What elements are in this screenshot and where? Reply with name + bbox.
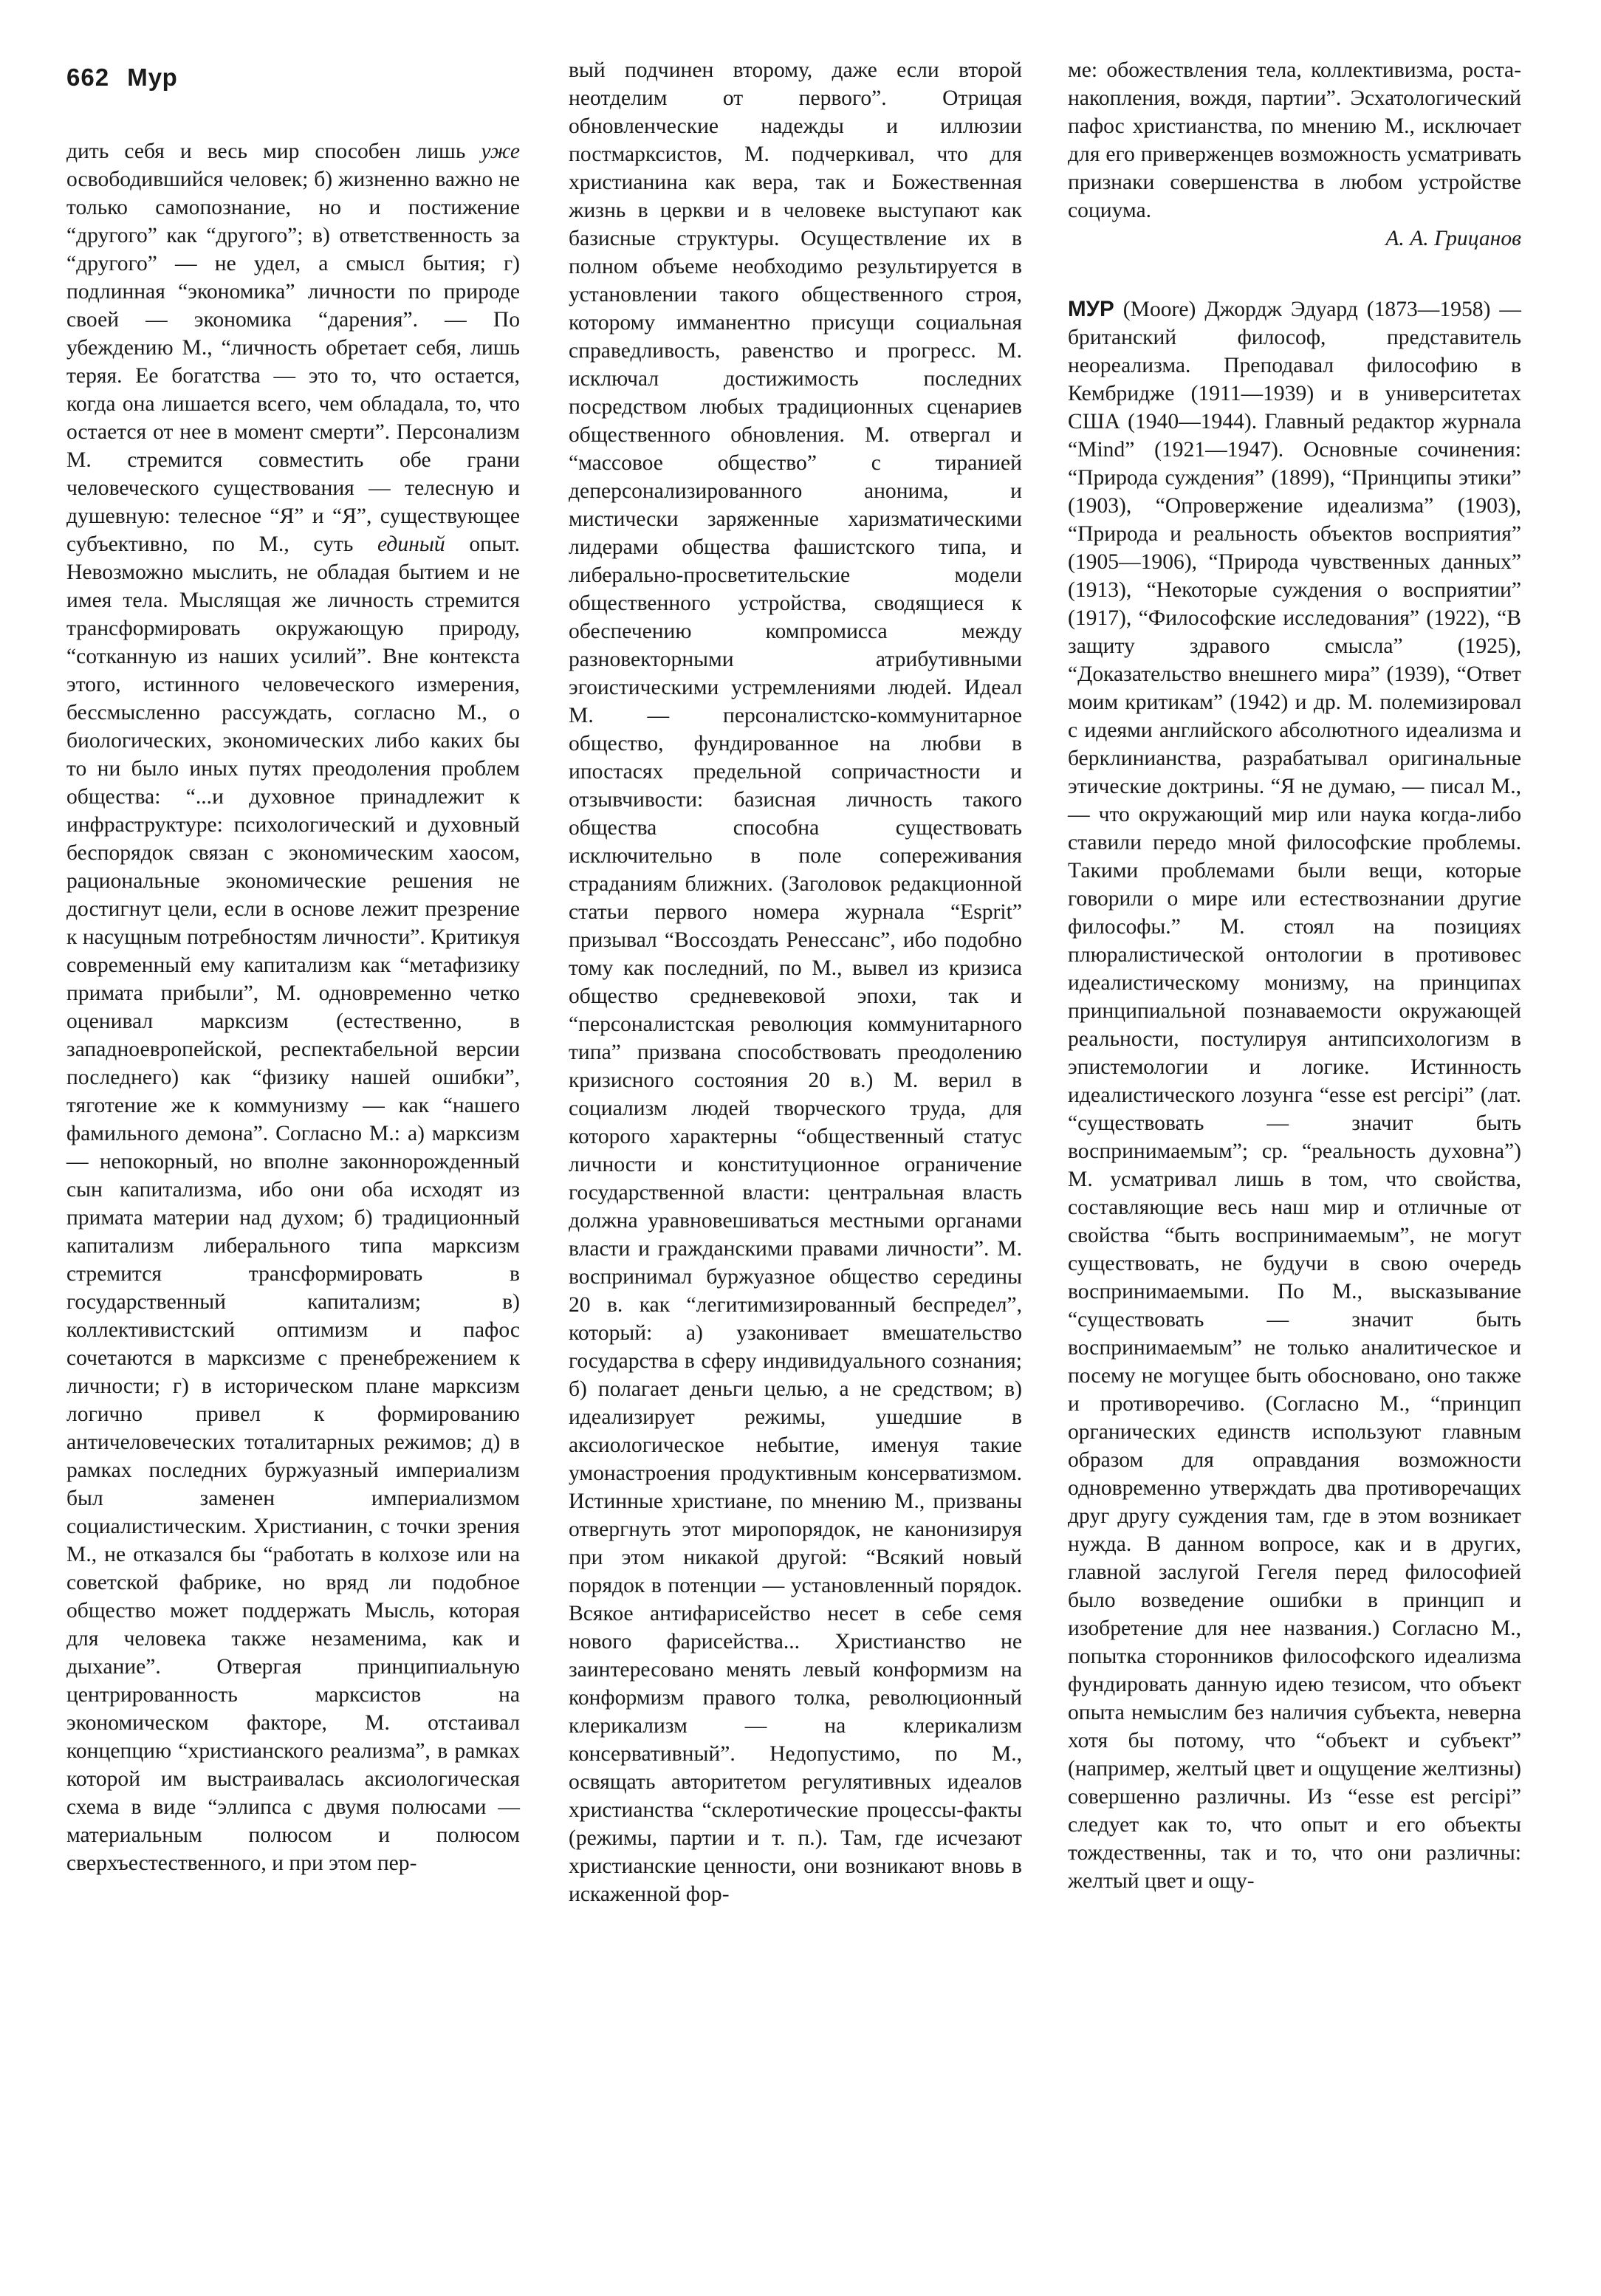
entry-headword: МУР (1068, 297, 1114, 321)
emphasis-text: уже (481, 140, 520, 163)
body-text: освободившийся человек; б) жизненно важно не только самопознание, но и постижение “другого” как “другого”; в) ответственность за “другого” — не удел, а смысл бытия; г) подлинная “экономика” личности по природе своей — экономика “дарения”. — По убеждению М., “личность обретает себя, лишь теряя. Ее богатства — это то, что остается, когда она лишается всего, чем обладала, то, что остается от нее в момент смерти”. Персонализм М. стремится совместить обе грани человеческого существования — телесную и душевную: телесное “Я” и “Я”, существующее субъективно, по М., суть (66, 168, 520, 556)
body-paragraph (66, 137, 520, 1877)
body-text: опыт. Невозможно мыслить, не обладая бытием и не имея тела. Мыслящая же личность стремится трансформировать окружающую природу, “сотканную из наших усилий”. Вне контекста этого, истинного человеческого измерения, бессмысленно рассуждать, согласно М., о биологических, экономических либо каких бы то ни было иных путях преодоления проблем общества: “...и духовное принадлежит к инфраструктуре: психологический и духовный беспорядок связан с экономическим хаосом, рациональные экономические решения не достигнут цели, если в основе лежит презрение к насущным потребностям личности”. Критикуя современный ему капитализм как “метафизику примата прибыли”, М. одновременно четко оценивал марксизм (естественно, в западноевропейской, респектабельной версии последнего) как “физику нашей ошибки”, тяготение же к коммунизму — как “нашего фамильного демона”. Согласно М.: а) марксизм — непокорный, но вполне законнорожденный сын капитализма, ибо они оба исходят из примата материи над духом; б) традиционный капитализм либерального типа марксизм стремится трансформировать в государственный капитализм; в) коллективистский оптимизм и пафос сочетаются в марксизме с пренебрежением к личности; г) в историческом плане марксизм логично привел к формированию античеловеческих тоталитарных режимов; д) в рамках последних буржуазный империализм был заменен империализмом социалистическим. Христианин, с точки зрения М., не отказался бы “работать в колхозе или на советской фабрике, но вряд ли подобное общество может поддержать Мысль, которая для человека также незаменима, как и дыхание”. Отвергая принципиальную центрированность марксистов на экономическом факторе, М. отстаивал концепцию “христианского реализма”, в рамках которой им выстраивалась аксиологическая схема в виде “эллипса с двумя полюсами — материальным полюсом и полюсом сверхъестественного, и при этом пер- (66, 532, 520, 1875)
entry-body: (Moore) Джордж Эдуард (1873—1958) — британский философ, представитель неореализма. Преподавал философию в Кембридже (1911—1939) и в университетах США (1940—1944). Главный редактор журнала “Mind” (1921—1947). Основные сочинения: “Природа суждения” (1899), “Принципы этики” (1903), “Опровержение идеализма” (1903), “Природа и реальность объектов восприятия” (1905—1906), “Природа чувственных данных” (1913), “Некоторые суждения о восприятии” (1917), “Философские исследования” (1922), “В защиту здравого смысла” (1925), “Доказательство внешнего мира” (1939), “Ответ моим критикам” (1942) и др. М. полемизировал с идеями английского абсолютного идеализма и берклинианства, разрабатывал оригинальные этические доктрины. “Я не думаю, — писал М., — что окружающий мир или наука когда-либо ставили передо мной философские проблемы. Такими проблемами были вещи, которые говорили о мире или естествознании другие философы.” М. стоял на позициях плюралистической онтологии в противовес идеалистическому монизму, на принципах принципиальной познаваемости окружающей реальности, постулируя антипсихологизм в эпистемологии и логике. Истинность идеалистического лозунга “esse est percipi” (лат. “существовать — значит быть воспринимаемым”; ср. “реальность духовна”) М. усматривал лишь в том, что свойства, составляющие весь наш мир и отличные от свойства “быть воспринимаемым”, не могут существовать, не будучи в свою очередь воспринимаемыми. По М., высказывание “существовать — значит быть воспринимаемым” не только аналитическое и посему не могущее быть обосновано, оно также и противоречиво. (Согласно М., “принцип органических единств используют главным образом для оправдания возможности одновременно утверждать два противоречащих друг другу суждения там, где в этом возникает нужда. В данном вопросе, как и в других, главной заслугой Гегеля перед философией было возведение ошибки в принцип и изобретение для нее названия.) Согласно М., попытка сторонников философского идеализма фундировать данную идею тезисом, что объект опыта немыслим без наличия субъекта, неверна хотя бы потому, что “объект и субъект” (например, желтый цвет и ощущение желтизны) совершенно различны. Из “esse est percipi” следует как то, что опыт и его объекты тождественны, так и то, что они различны: желтый цвет и ощу- (1068, 298, 1521, 1893)
page-header (66, 64, 178, 92)
text-column-1 (66, 137, 520, 1877)
running-title: Мур (127, 64, 178, 91)
entry-moore (1068, 295, 1521, 1895)
author-signature: А. А. Грицанов (1385, 227, 1521, 250)
body-paragraph: вый подчинен второму, даже если второй неотделим от первого”. Отрицая обновленческие надежды и иллюзии постмарксистов, М. подчеркивал, что для христианина как вера, так и Божественная жизнь в церкви и в человеке выступают как базисные структуры. Осуществление их в полном объеме необходимо результируется в установлении такого общественного строя, которому имманентно присущи социальная справедливость, равенство и прогресс. М. исключал достижимость последних посредством любых традиционных сценариев общественного обновления. М. отвергал и “массовое общество” с тиранией деперсонализированного анонима, и мистически заряженные харизматическими лидерами общества фашистского типа, и либерально-просветительские модели общественного устройства, сводящиеся к обеспечению компромисса между разновекторными атрибутивными эгоистическими устремлениями людей. Идеал М. — персоналистско-коммунитарное общество, фундированное на любви в ипостасях предельной сопричастности и отзывчивости: базисная личность такого общества способна существовать исключительно в поле сопереживания страданиям ближних. (Заголовок редакционной статьи первого номера журнала “Esprit” призывал “Воссоздать Ренессанс”, ибо подобно тому как последний, по М., вывел из кризиса общество средневековой эпохи, так и “персоналистская революция коммунитарного типа” призвана способствовать преодолению кризисного состояния 20 в.) М. верил в социализм людей творческого труда, для которого характерны “общественный статус личности и конституционное ограничение государственной власти: центральная власть должна уравновешиваться местными органами власти и гражданскими правами личности”. М. воспринимал буржуазное общество середины 20 в. как “легитимизированный беспредел”, который: а) узаконивает вмешательство государства в сферу индивидуального сознания; б) полагает деньги целью, а не средством; в) идеализирует режимы, ушедшие в аксиологическое небытие, именуя такие умонастроения продуктивным консерватизмом. Истинные христиане, по мнению М., призваны отвергнуть этот миропорядок, не канонизируя при этом никакой другой: “Всякий новый порядок в потенции — установленный порядок. Всякое антифарисейство несет в себе семя нового фарисейства... Христианство не заинтересовано менять левый конформизм на конформизм правого толка, революционный клерикализм — на клерикализм консервативный”. Недопустимо, по М., освящать авторитетом регулятивных идеалов христианства “склеротические процессы-факты (режимы, партии и т. п.). Там, где исчезают христианские ценности, они возникают вновь в искаженной фор- (569, 58, 1022, 1906)
text-column-3 (1068, 56, 1521, 1895)
emphasis-text: единый (377, 532, 445, 556)
page-number: 662 (66, 64, 110, 91)
body-text: дить себя и весь мир способен лишь (66, 140, 481, 163)
text-column-2 (569, 56, 1022, 1908)
body-paragraph: ме: обожествления тела, коллективизма, роста-накопления, вождя, партии”. Эсхатологический пафос христианства, по мнению М., исключает для его приверженцев возможность усматривать признаки совершенства в любом устройстве социума. (1068, 58, 1521, 222)
